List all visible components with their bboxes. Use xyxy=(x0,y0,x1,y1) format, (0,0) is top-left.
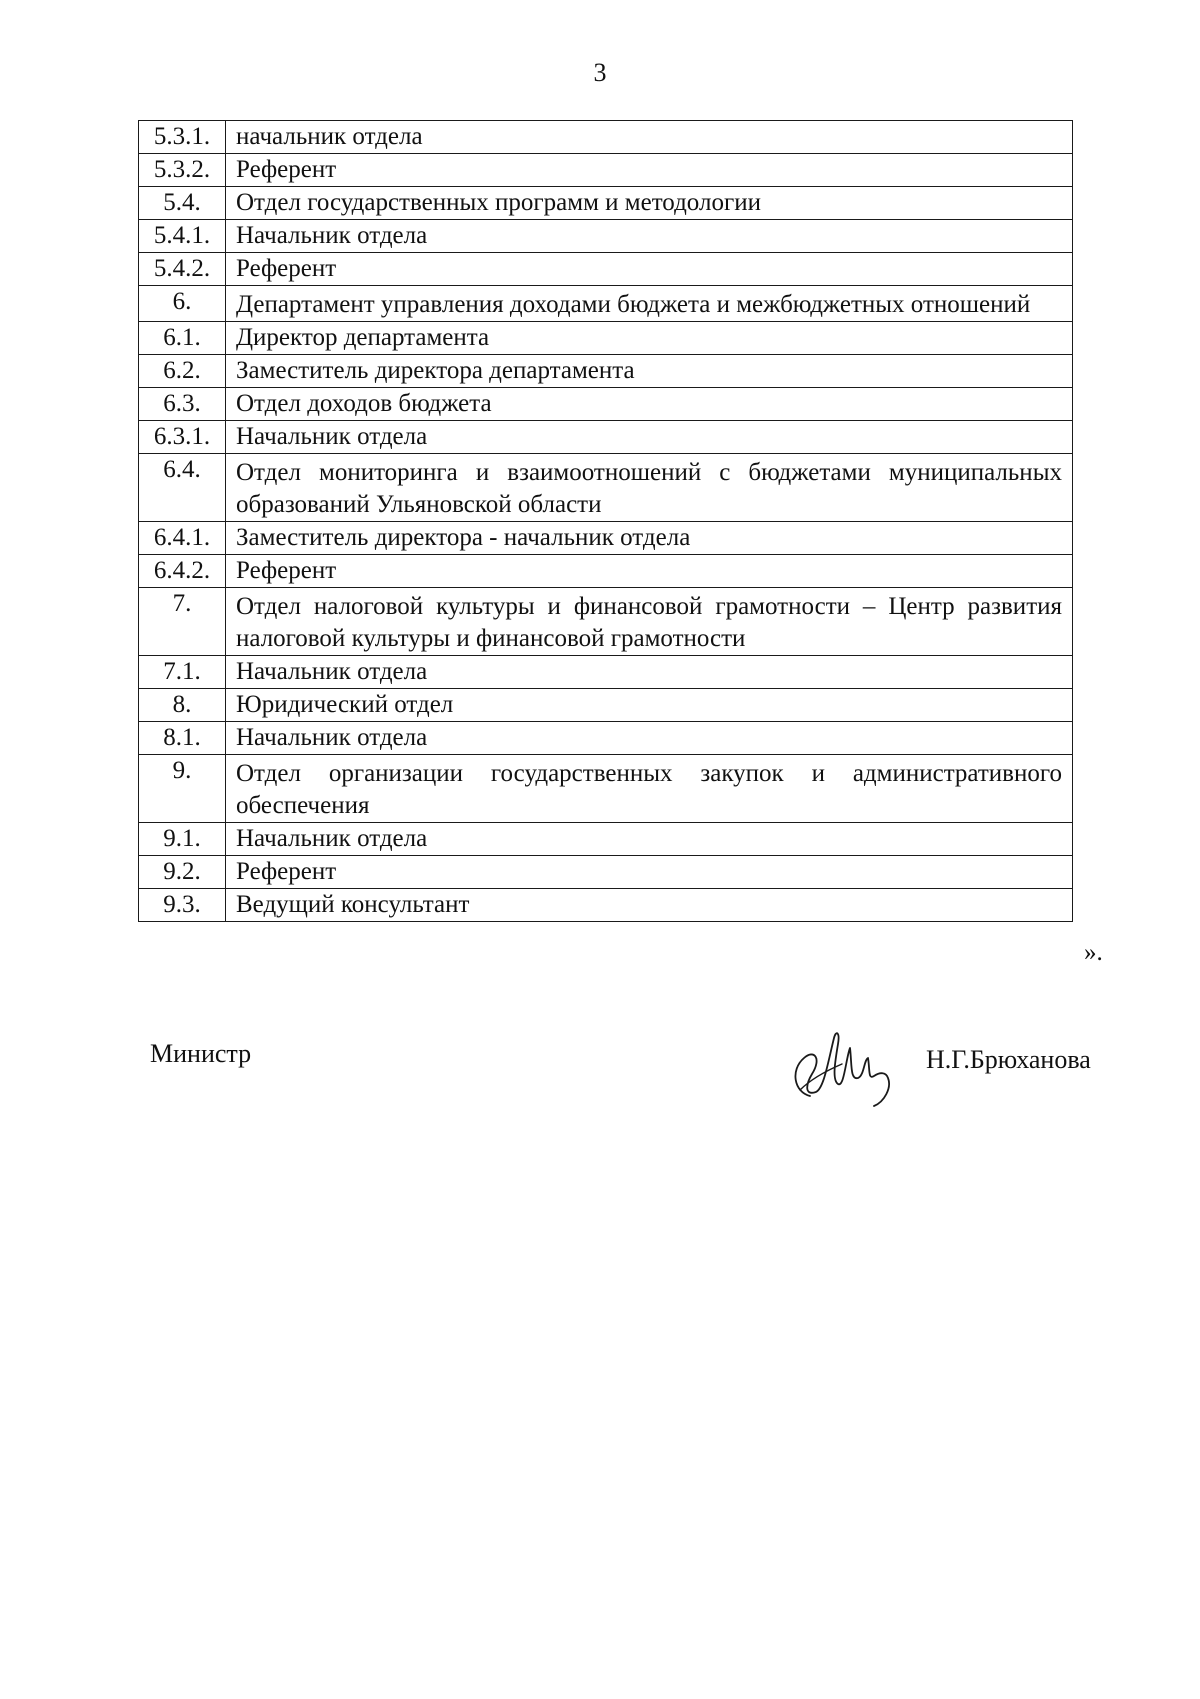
row-name: Ведущий консультант xyxy=(226,889,1073,922)
table-row xyxy=(139,755,1073,823)
row-name: Начальник отдела xyxy=(226,823,1073,856)
table-row xyxy=(139,355,1073,388)
row-name: Референт xyxy=(226,555,1073,588)
row-number: 6.4.2. xyxy=(139,555,226,588)
row-name: Отдел налоговой культуры и финансовой грамотности – Центр развития налоговой культуры и финансовой грамотности xyxy=(226,588,1073,656)
table-row xyxy=(139,656,1073,689)
row-name: Начальник отдела xyxy=(226,656,1073,689)
signer-name: Н.Г.Брюханова xyxy=(926,1045,1091,1074)
closing-quote: ». xyxy=(1084,939,1103,966)
table-row xyxy=(139,722,1073,755)
table-row xyxy=(139,121,1073,154)
table-row xyxy=(139,286,1073,322)
row-number: 9.2. xyxy=(139,856,226,889)
table-row xyxy=(139,253,1073,286)
row-name: Директор департамента xyxy=(226,322,1073,355)
staff-positions-table xyxy=(138,120,1073,922)
row-name: Референт xyxy=(226,856,1073,889)
row-name: Юридический отдел xyxy=(226,689,1073,722)
table-row xyxy=(139,454,1073,522)
row-name: Начальник отдела xyxy=(226,722,1073,755)
row-name: Заместитель директора - начальник отдела xyxy=(226,522,1073,555)
table-row xyxy=(139,689,1073,722)
row-number: 6.4. xyxy=(139,454,226,522)
table-row xyxy=(139,856,1073,889)
row-number: 6. xyxy=(139,286,226,322)
row-number: 5.4. xyxy=(139,187,226,220)
row-name: Отдел организации государственных закупок и административного обеспечения xyxy=(226,755,1073,823)
table-row xyxy=(139,388,1073,421)
row-number: 9.3. xyxy=(139,889,226,922)
row-number: 5.4.2. xyxy=(139,253,226,286)
table-row xyxy=(139,154,1073,187)
table-row xyxy=(139,889,1073,922)
row-number: 5.3.1. xyxy=(139,121,226,154)
signature-icon xyxy=(782,1018,900,1108)
row-number: 6.4.1. xyxy=(139,522,226,555)
row-name: Начальник отдела xyxy=(226,220,1073,253)
row-number: 7.1. xyxy=(139,656,226,689)
table-row xyxy=(139,187,1073,220)
row-number: 8. xyxy=(139,689,226,722)
row-name: Начальник отдела xyxy=(226,421,1073,454)
row-name: Заместитель директора департамента xyxy=(226,355,1073,388)
row-name: Отдел мониторинга и взаимоотношений с бюджетами муниципальных образований Ульяновской области xyxy=(226,454,1073,522)
row-number: 6.2. xyxy=(139,355,226,388)
page-number: 3 xyxy=(593,58,607,87)
row-number: 7. xyxy=(139,588,226,656)
row-number: 8.1. xyxy=(139,722,226,755)
table-row xyxy=(139,555,1073,588)
row-number: 5.3.2. xyxy=(139,154,226,187)
table-row xyxy=(139,588,1073,656)
row-number: 6.3. xyxy=(139,388,226,421)
table-row xyxy=(139,421,1073,454)
table-row xyxy=(139,823,1073,856)
table-row xyxy=(139,322,1073,355)
row-number: 9.1. xyxy=(139,823,226,856)
row-name: Референт xyxy=(226,253,1073,286)
row-number: 6.1. xyxy=(139,322,226,355)
signoff-title: Министр xyxy=(150,1039,252,1068)
table-row xyxy=(139,220,1073,253)
row-name: Референт xyxy=(226,154,1073,187)
row-name: Отдел доходов бюджета xyxy=(226,388,1073,421)
row-name: начальник отдела xyxy=(226,121,1073,154)
row-number: 5.4.1. xyxy=(139,220,226,253)
row-number: 9. xyxy=(139,755,226,823)
row-name: Департамент управления доходами бюджета и межбюджетных отношений xyxy=(226,286,1073,322)
row-name: Отдел государственных программ и методологии xyxy=(226,187,1073,220)
table-row xyxy=(139,522,1073,555)
row-number: 6.3.1. xyxy=(139,421,226,454)
